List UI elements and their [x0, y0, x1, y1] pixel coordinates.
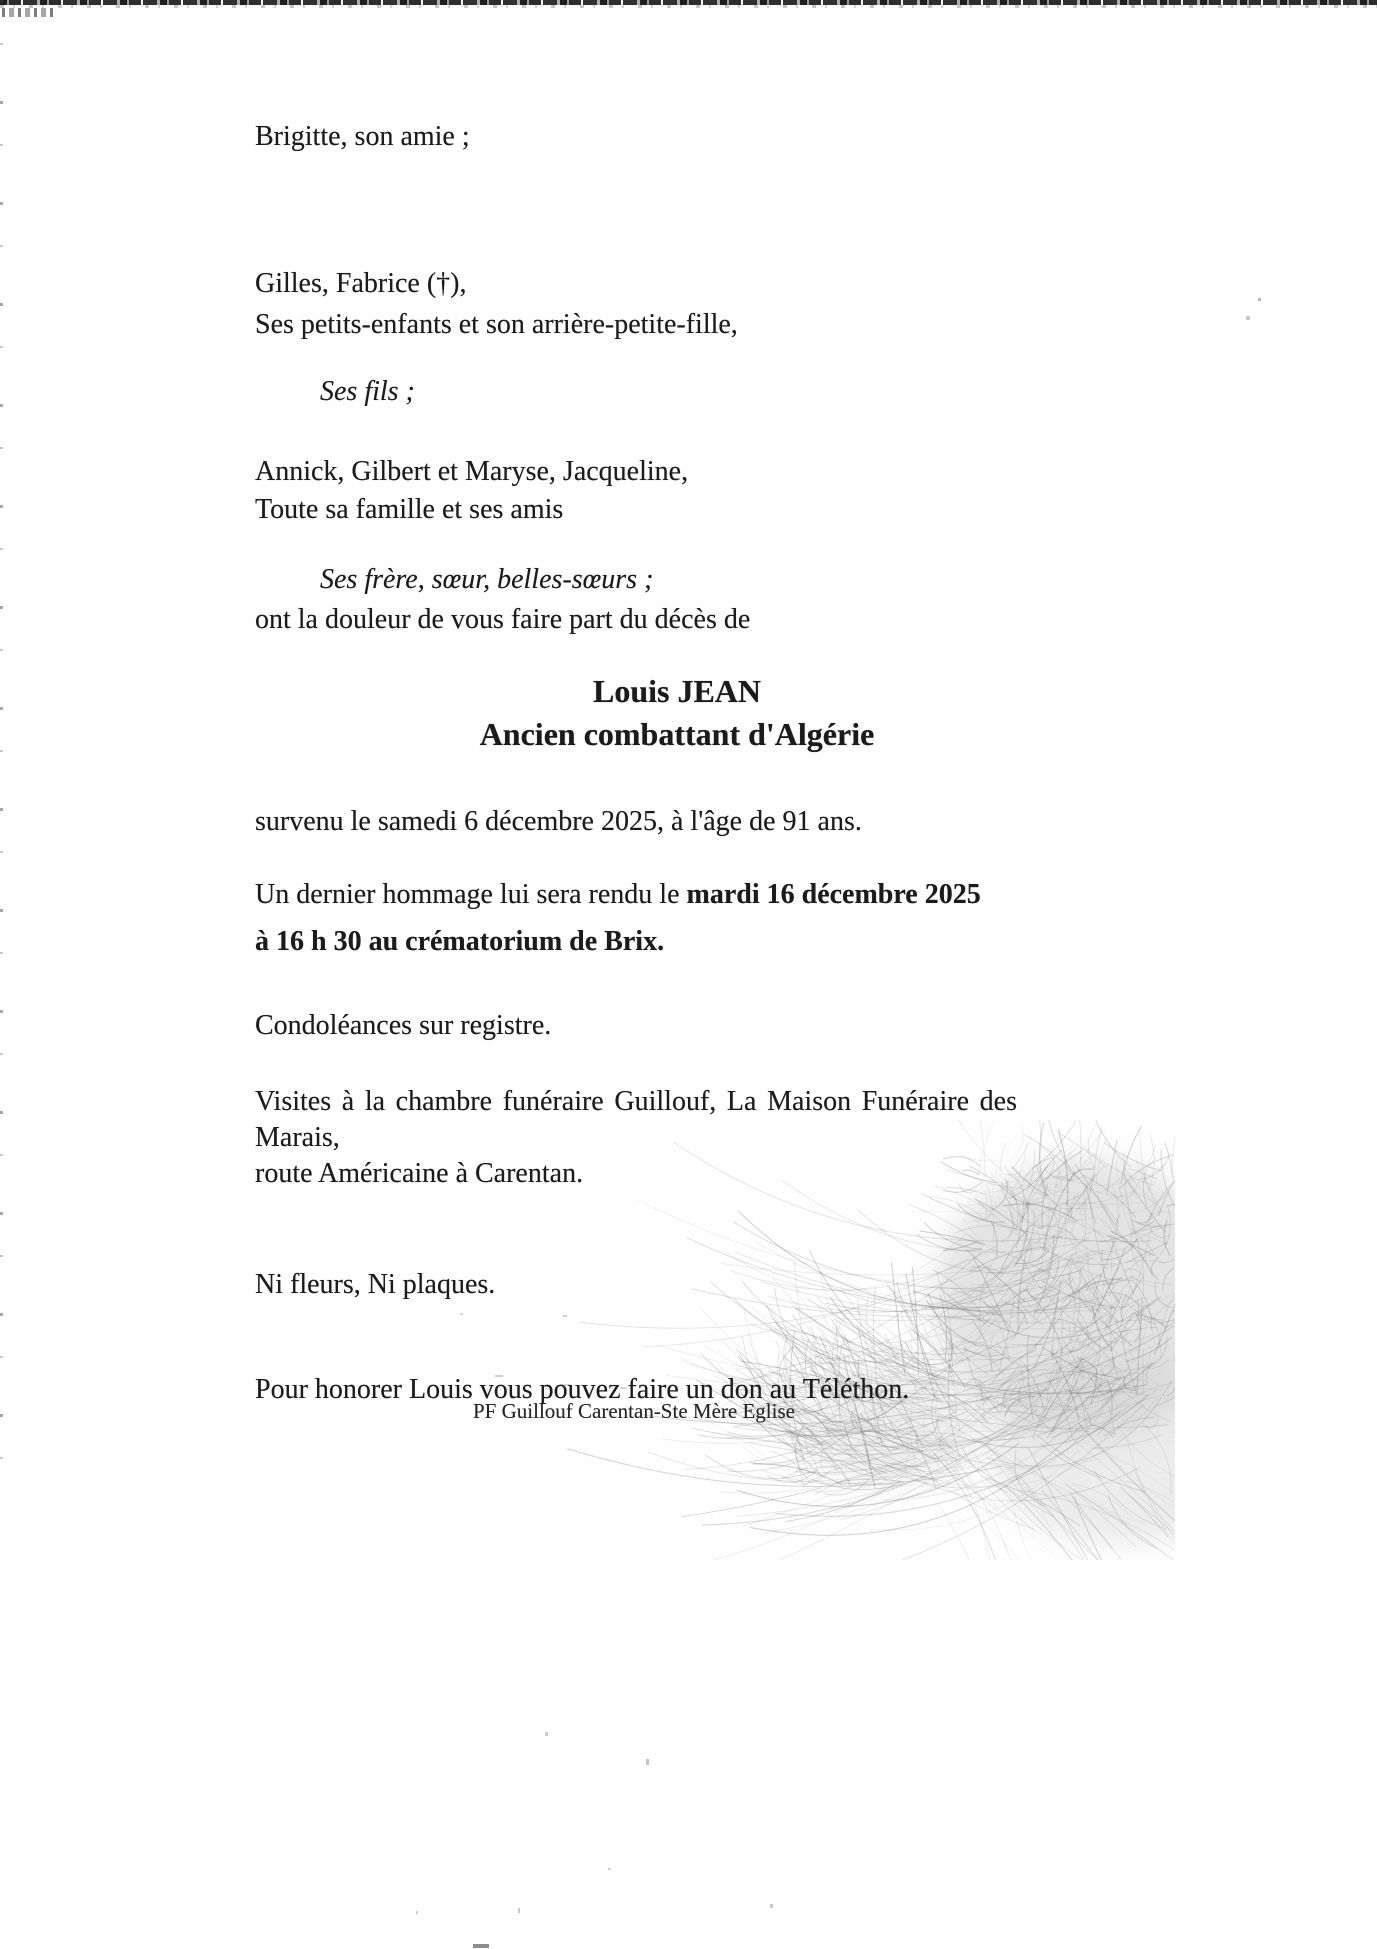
scan-speck — [473, 1944, 489, 1948]
deceased-title-block — [0, 670, 1354, 756]
visits-line2: route Américaine à Carentan. — [255, 1158, 584, 1189]
scan-corner-mark — [2, 8, 54, 17]
scan-speck — [1258, 298, 1261, 301]
scan-speck — [545, 1732, 548, 1736]
tribute-date: mardi 16 décembre 2025 — [686, 879, 981, 910]
tribute-line — [255, 877, 981, 913]
sons-relation: Ses fils ; — [320, 376, 415, 407]
scan-speck — [646, 1759, 649, 1765]
scan-edge-left — [0, 0, 3, 1500]
visits-line1: Visites à la chambre funéraire Guillouf, La Maison Funéraire des Marais, — [255, 1086, 1017, 1153]
flowers-line2: Pour honorer Louis vous pouvez faire un don au Téléthon. — [255, 1374, 910, 1405]
death-line: survenu le samedi 6 décembre 2025, à l'âge de 91 ans. — [255, 806, 862, 837]
condolences-line: Condoléances sur registre. — [255, 1010, 552, 1041]
siblings-names: Annick, Gilbert et Maryse, Jacqueline, — [255, 456, 689, 487]
family-line: Toute sa famille et ses amis — [255, 494, 564, 525]
tribute-time-place: à 16 h 30 au crématorium de Brix. — [255, 926, 665, 957]
scan-speck — [518, 1908, 520, 1913]
scan-speck — [608, 1868, 611, 1870]
scan-speck — [416, 1911, 418, 1914]
scan-edge-top-fringe — [0, 5, 1377, 8]
sons-names: Gilles, Fabrice (†), — [255, 268, 467, 299]
intro-line: ont la douleur de vous faire part du décès de — [255, 604, 751, 635]
flowers-block — [255, 1197, 909, 1477]
flowers-line1: Ni fleurs, Ni plaques. — [255, 1269, 496, 1300]
scan-speck — [1246, 316, 1250, 320]
tribute-prefix: Un dernier hommage lui sera rendu le — [255, 879, 687, 910]
scan-speck — [770, 1904, 773, 1908]
deceased-distinction: Ancien combattant d'Algérie — [479, 716, 875, 752]
siblings-relation: Ses frère, sœur, belles-sœurs ; — [320, 564, 654, 595]
grandchildren-line: Ses petits-enfants et son arrière-petite-fille, — [255, 309, 738, 340]
visits-block — [255, 1084, 1017, 1192]
friend-line: Brigitte, son amie ; — [255, 121, 470, 152]
funeral-home-line: PF Guillouf Carentan-Ste Mère Eglise — [473, 1399, 795, 1423]
deceased-name: Louis JEAN — [592, 673, 762, 709]
